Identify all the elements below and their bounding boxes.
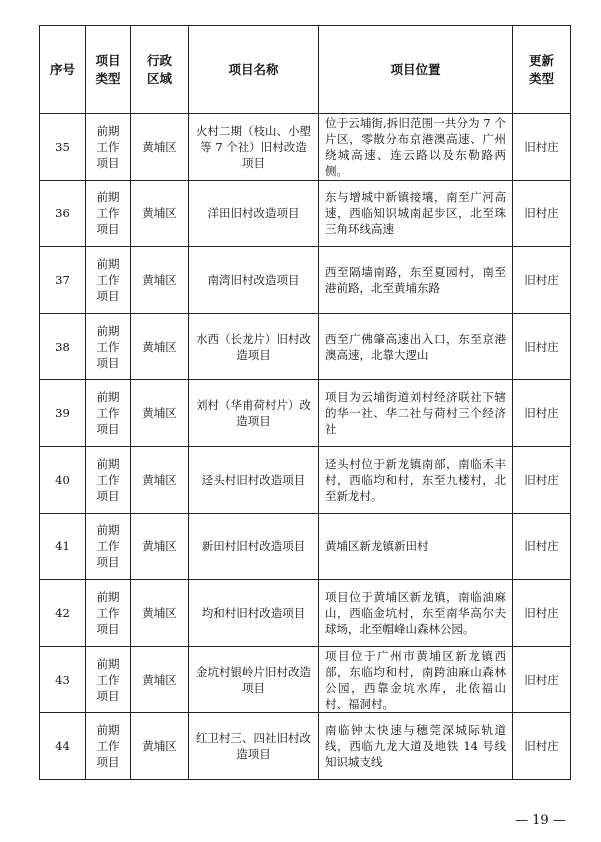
project-type	[86, 313, 131, 380]
project-name: 水西（长龙片）旧村改造项目	[189, 313, 319, 380]
row-number: 44	[40, 713, 86, 780]
project-name: 均和村旧村改造项目	[189, 580, 319, 647]
header-no: 序号	[40, 26, 86, 114]
row-number: 36	[40, 180, 86, 247]
project-type	[86, 180, 131, 247]
row-number: 43	[40, 646, 86, 713]
project-type-line: 项目	[96, 488, 120, 503]
project-name: 红卫村三、四社旧村改造项目	[189, 713, 319, 780]
project-type-line: 前期	[96, 656, 120, 671]
district: 黄埔区	[131, 713, 189, 780]
district: 黄埔区	[131, 380, 189, 447]
project-type-line: 项目	[96, 355, 120, 370]
project-type	[86, 114, 131, 181]
project-type	[86, 380, 131, 447]
table-row	[40, 313, 571, 380]
project-type-line: 项目	[96, 222, 120, 237]
project-type-line: 工作	[96, 605, 120, 620]
project-type	[86, 580, 131, 647]
project-type-line: 工作	[96, 739, 120, 754]
project-type-line: 项目	[96, 155, 120, 170]
page-number: — 19 —	[515, 813, 566, 828]
update-type: 旧村庄	[513, 713, 571, 780]
header-row	[40, 26, 571, 114]
project-type-line: 前期	[96, 123, 120, 138]
district: 黄埔区	[131, 580, 189, 647]
update-type: 旧村庄	[513, 646, 571, 713]
update-type: 旧村庄	[513, 114, 571, 181]
project-type-line: 工作	[96, 272, 120, 287]
table-row	[40, 247, 571, 314]
project-type	[86, 513, 131, 580]
project-type-line: 前期	[96, 456, 120, 471]
project-location: 黄埔区新龙镇新田村	[319, 513, 513, 580]
district: 黄埔区	[131, 180, 189, 247]
row-number: 38	[40, 313, 86, 380]
project-table	[39, 25, 571, 780]
project-type-line: 前期	[96, 523, 120, 538]
project-name: 洋田旧村改造项目	[189, 180, 319, 247]
update-type: 旧村庄	[513, 180, 571, 247]
project-name: 新田村旧村改造项目	[189, 513, 319, 580]
project-type-line: 工作	[96, 539, 120, 554]
project-location: 南临钟太快速与穗莞深城际轨道线，西临九龙大道及地铁 14 号线知识城支线	[319, 713, 513, 780]
project-type-line: 前期	[96, 589, 120, 604]
project-location: 项目位于黄埔区新龙镇，南临油麻山，西临金坑村，东至南华高尔夫球场，北至帽峰山森林公园。	[319, 580, 513, 647]
project-type-line: 前期	[96, 723, 120, 738]
project-type-line: 前期	[96, 390, 120, 405]
table-row	[40, 513, 571, 580]
district: 黄埔区	[131, 313, 189, 380]
project-type-line: 前期	[96, 323, 120, 338]
project-type-line: 项目	[96, 621, 120, 636]
row-number: 42	[40, 580, 86, 647]
table-row	[40, 380, 571, 447]
project-name: 迳头村旧村改造项目	[189, 446, 319, 513]
project-type-line: 项目	[96, 755, 120, 770]
project-location: 西至隔墙南路，东至夏园村，南至港前路，北至黄埔东路	[319, 247, 513, 314]
row-number: 37	[40, 247, 86, 314]
district: 黄埔区	[131, 114, 189, 181]
project-type-line: 项目	[96, 288, 120, 303]
row-number: 41	[40, 513, 86, 580]
project-location: 东与增城中新镇接壤，南至广河高速，西临知识城南起步区，北至珠三角环线高速	[319, 180, 513, 247]
header-type: 项目 类型	[86, 26, 131, 114]
project-type-line: 工作	[96, 472, 120, 487]
project-type	[86, 713, 131, 780]
project-location: 项目位于广州市黄埔区新龙镇西部，东临均和村，南跨油麻山森林公园，西靠金坑水库，北依福山村、福洞村。	[319, 646, 513, 713]
header-name: 项目名称	[189, 26, 319, 114]
row-number: 39	[40, 380, 86, 447]
project-type	[86, 247, 131, 314]
project-type	[86, 446, 131, 513]
project-name: 金坑村银岭片旧村改造项目	[189, 646, 319, 713]
project-type-line: 工作	[96, 406, 120, 421]
table-row	[40, 180, 571, 247]
update-type: 旧村庄	[513, 380, 571, 447]
district: 黄埔区	[131, 247, 189, 314]
header-update: 更新 类型	[513, 26, 571, 114]
update-type: 旧村庄	[513, 313, 571, 380]
project-type-line: 工作	[96, 672, 120, 687]
project-type-line: 工作	[96, 139, 120, 154]
table-row	[40, 713, 571, 780]
project-type-line: 项目	[96, 422, 120, 437]
district: 黄埔区	[131, 646, 189, 713]
update-type: 旧村庄	[513, 580, 571, 647]
project-type	[86, 646, 131, 713]
project-name: 南湾旧村改造项目	[189, 247, 319, 314]
table-row	[40, 580, 571, 647]
project-name: 火村二期（枝山、小塱等 7 个社）旧村改造项目	[189, 114, 319, 181]
project-type-line: 工作	[96, 339, 120, 354]
header-location: 项目位置	[319, 26, 513, 114]
table-row	[40, 646, 571, 713]
project-type-line: 项目	[96, 688, 120, 703]
table-row	[40, 446, 571, 513]
project-type-line: 前期	[96, 256, 120, 271]
update-type: 旧村庄	[513, 513, 571, 580]
district: 黄埔区	[131, 513, 189, 580]
project-location: 项目为云埔街道刘村经济联社下辖的华一社、华二社与荷村三个经济社	[319, 380, 513, 447]
project-name: 刘村（华甫荷村片）改造项目	[189, 380, 319, 447]
table-row	[40, 114, 571, 181]
district: 黄埔区	[131, 446, 189, 513]
project-type-line: 前期	[96, 190, 120, 205]
project-location: 位于云埔街,拆旧范围一共分为 7 个片区，零散分布京港澳高速、广州绕城高速、连云路以及东勒路两侧。	[319, 114, 513, 181]
row-number: 40	[40, 446, 86, 513]
project-type-line: 工作	[96, 206, 120, 221]
row-number: 35	[40, 114, 86, 181]
update-type: 旧村庄	[513, 446, 571, 513]
update-type: 旧村庄	[513, 247, 571, 314]
header-district: 行政 区域	[131, 26, 189, 114]
project-type-line: 项目	[96, 555, 120, 570]
project-location: 迳头村位于新龙镇南部，南临禾丰村，西临均和村，东至九楼村，北至新龙村。	[319, 446, 513, 513]
project-location: 西至广佛肇高速出入口，东至京港澳高速，北靠大逻山	[319, 313, 513, 380]
